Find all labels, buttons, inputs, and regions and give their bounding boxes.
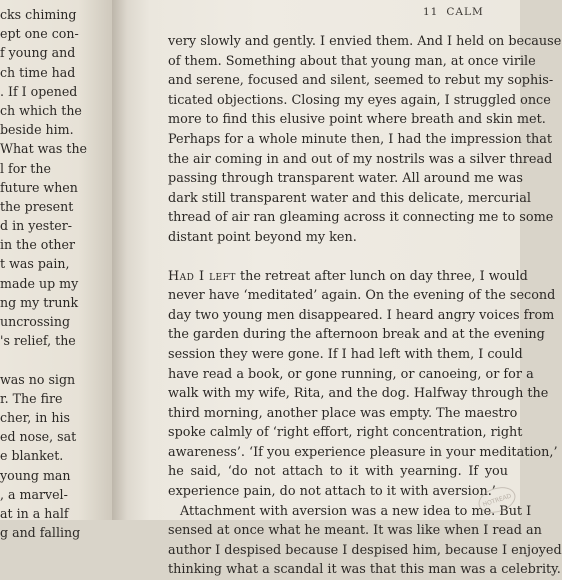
text-line: session they were gone. If I had left with them, I could xyxy=(168,346,523,362)
left-line: made up my xyxy=(0,275,79,291)
text-line: the garden during the afternoon break and at the evening xyxy=(168,327,545,343)
text-line: of them. Something about that young man, at once virile xyxy=(168,53,536,69)
text-line: awareness’. ‘If you experience pleasure in your meditation,’ xyxy=(168,444,558,460)
left-line: l for the xyxy=(0,160,51,176)
left-line: f young and xyxy=(0,45,76,61)
left-line: ed nose, sat xyxy=(0,429,77,445)
text-line: very slowly and gently. I envied them. And I held on because xyxy=(168,34,562,49)
text-line: dark still transparent water and this delicate, mercurial xyxy=(168,190,531,206)
running-header xyxy=(423,6,519,18)
text-line: Attachment with aversion was a new idea to me. But I xyxy=(180,503,532,519)
left-line: in the other xyxy=(0,237,75,253)
text-line: Perhaps for a whole minute then, I had the impression that xyxy=(168,131,552,147)
left-line: cks chiming xyxy=(0,7,77,22)
left-line: young man xyxy=(0,467,71,483)
left-line: e blanket. xyxy=(0,448,64,464)
text-line: he said, ‘do not attach to it with yearning. If you xyxy=(168,464,508,480)
text-line: walk with my wife, Rita, and the dog. Halfway through the xyxy=(168,386,549,402)
text-line xyxy=(168,267,528,287)
text-line: ticated objections. Closing my eyes again, I struggled once xyxy=(168,92,551,108)
text-line: never have ‘meditated’ again. On the evening of the second xyxy=(168,288,556,304)
text-line: thinking what a scandal it was that this man was a celebrity. xyxy=(168,562,561,578)
text-line: spoke calmly of ‘right effort, right concentration, right xyxy=(168,425,523,441)
text-line: day two young men disappeared. I heard angry voices from xyxy=(168,307,555,323)
left-line: r. The fire xyxy=(0,390,63,406)
left-line: at in a half xyxy=(0,505,69,521)
right-page xyxy=(150,0,562,578)
left-line: 's relief, the xyxy=(0,333,76,349)
text-line: and serene, focused and silent, seemed to rebut my sophis- xyxy=(168,73,554,89)
text-line: distant point beyond my ken. xyxy=(168,229,357,245)
left-line: What was the xyxy=(0,141,88,157)
text-line: passing through transparent water. All around me was xyxy=(168,171,523,187)
text-line: experience pain, do not attach to it with aversion.’ xyxy=(168,484,496,500)
left-line: the present xyxy=(0,198,74,214)
text-line: third morning, another place was empty. The maestro xyxy=(168,405,518,421)
text-span: the retreat after lunch on day three, I would xyxy=(235,268,528,284)
running-title: CALM xyxy=(446,6,484,18)
left-line: beside him. xyxy=(0,122,74,138)
text-line: sensed at once what he meant. It was like when I read an xyxy=(168,523,542,539)
page-number: 11 xyxy=(423,6,439,18)
text-line: more to find this elusive point where breath and skin met. xyxy=(168,112,546,128)
book-gutter xyxy=(112,0,150,520)
left-line: t was pain, xyxy=(0,256,70,272)
left-line: ng my trunk xyxy=(0,294,79,310)
body-text xyxy=(168,32,562,580)
left-line: ch time had xyxy=(0,64,76,80)
left-line: . If I opened xyxy=(0,83,78,99)
text-line: author I despised because I despised him, because I enjoyed xyxy=(168,542,562,558)
left-line: ept one con- xyxy=(0,26,79,42)
section-lead-in: Had I left xyxy=(168,268,236,284)
left-line: uncrossing xyxy=(0,314,71,329)
left-line: d in yester- xyxy=(0,218,73,234)
left-line: ch which the xyxy=(0,102,82,118)
left-line: future when xyxy=(0,179,78,195)
text-line: thread of air ran gleaming across it connecting me to some xyxy=(168,210,554,226)
left-line: was no sign xyxy=(0,371,76,387)
left-line: g and falling xyxy=(0,525,81,541)
left-line: , a marvel- xyxy=(0,486,68,502)
text-line: have read a book, or gone running, or canoeing, or for a xyxy=(168,366,534,382)
watermark-text: HOTREAD xyxy=(481,492,513,508)
left-line: cher, in his xyxy=(0,409,71,425)
left-page xyxy=(0,0,112,541)
text-line: the air coming in and out of my nostrils was a silver thread xyxy=(168,151,553,167)
